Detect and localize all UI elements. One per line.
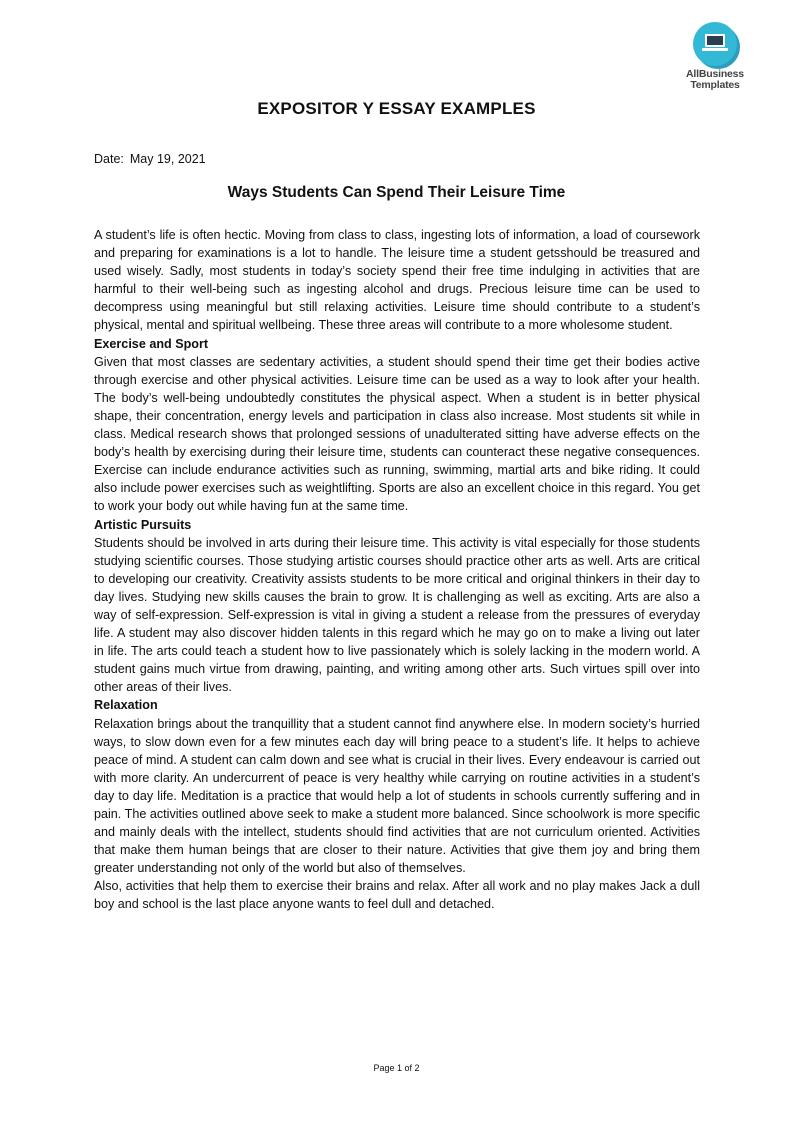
date-value: May 19, 2021: [129, 152, 206, 166]
intro-paragraph: A student’s life is often hectic. Moving from class to class, ingesting lots of information, a load of coursework and preparing for examinations is a lot to handle. The leisure time a student getsshould be treasured and used wisely. Sadly, most students in today’s society spend their free time indulging in activities that are harmful to their well-being such as ingesting alcohol and drugs. Precious leisure time can be used to decompress using meaningful but still relaxing activities. Leisure time should contribute to a student’s physical, mental and spiritual wellbeing. These three areas will contribute to a more wholesome student.: [94, 228, 700, 333]
document-title: EXPOSITOR Y ESSAY EXAMPLES: [257, 99, 536, 118]
logo-badge: [693, 22, 737, 66]
section-paragraph-relaxation: Relaxation brings about the tranquillity that a student cannot find anywhere else. In modern society’s hurried ways, to slow down even for a few minutes each day will bring peace to a student’s life. It helps to achieve peace of mind. A student can calm down and see what is crucial in their lives. Every endeavour is carried out with more clarity. An undercurrent of peace is very healthy while carrying on routine activities in a student’s day to day life. Meditation is a practice that would help a lot of students in schools currently suffering and in pain. The activities outlined above seek to make a student more balanced. Since schoolwork is more specific and mainly deals with the intellect, students should find activities that are not curriculum oriented. Activities that make them human beings that are closer to their nature. Activities that give them joy and bring them greater understanding not only of the world but also of themselves.: [94, 716, 700, 876]
section-paragraph-relaxation-closing: Also, activities that help them to exercise their brains and relax. After all work and no play makes Jack a dull boy and school is the last place anyone wants to feel dull and detached.: [94, 879, 700, 912]
page-number: Page 1 of 2: [373, 1063, 420, 1073]
section-paragraph-artistic: Students should be involved in arts during their leisure time. This activity is vital especially for those students studying scientific courses. Those studying artistic courses should practice other arts as well. Arts are critical to developing our creativity. Creativity assists students to be more critical and original thinkers in their day to day lives. Studying new skills causes the brain to grow. It is challenging as well as exciting. Arts are also a way of self-expression. Self-expression is vital in giving a student a release from the pressures of everyday life. A student may also discover hidden talents in this regard which he may go on to make a living out later in life. The arts could teach a student how to live passionately which is solely lacking in the modern world. A student gains much virtue from drawing, painting, and writing among other arts. Such virtues spill over into other areas of their lives.: [94, 535, 700, 695]
date-label: Date:: [94, 152, 124, 166]
section-heading-exercise: Exercise and Sport: [94, 336, 209, 351]
logo-line-2: Templates: [690, 79, 740, 91]
date-line: [94, 152, 212, 166]
essay-body: [94, 226, 700, 914]
essay-title: Ways Students Can Spend Their Leisure Time: [227, 184, 566, 201]
laptop-icon: [702, 33, 728, 53]
section-heading-relaxation: Relaxation: [94, 698, 158, 713]
logo-text: [682, 69, 748, 91]
logo-line-1: AllBusiness: [686, 68, 744, 80]
section-heading-artistic: Artistic Pursuits: [94, 517, 192, 532]
brand-logo: [682, 22, 748, 91]
section-paragraph-exercise: Given that most classes are sedentary activities, a student should spend their time get their bodies active through exercise and other physical activities. Leisure time can be used as a way to look after your health. The body’s well-being undoubtedly constitutes the physical aspect. When a student is in better physical shape, their concentration, energy levels and participation in class also increase. Most students sit while in class. Medical research shows that prolonged sessions of unadulterated sitting have adverse effects on the body’s health by exercising during their leisure time, students can counteract these negative consequences. Exercise can include endurance activities such as running, swimming, martial arts and bike riding. It could also include power exercises such as weightlifting. Sports are also an excellent choice in this regard. You get to work your body out while having fun at the same time.: [94, 354, 700, 514]
